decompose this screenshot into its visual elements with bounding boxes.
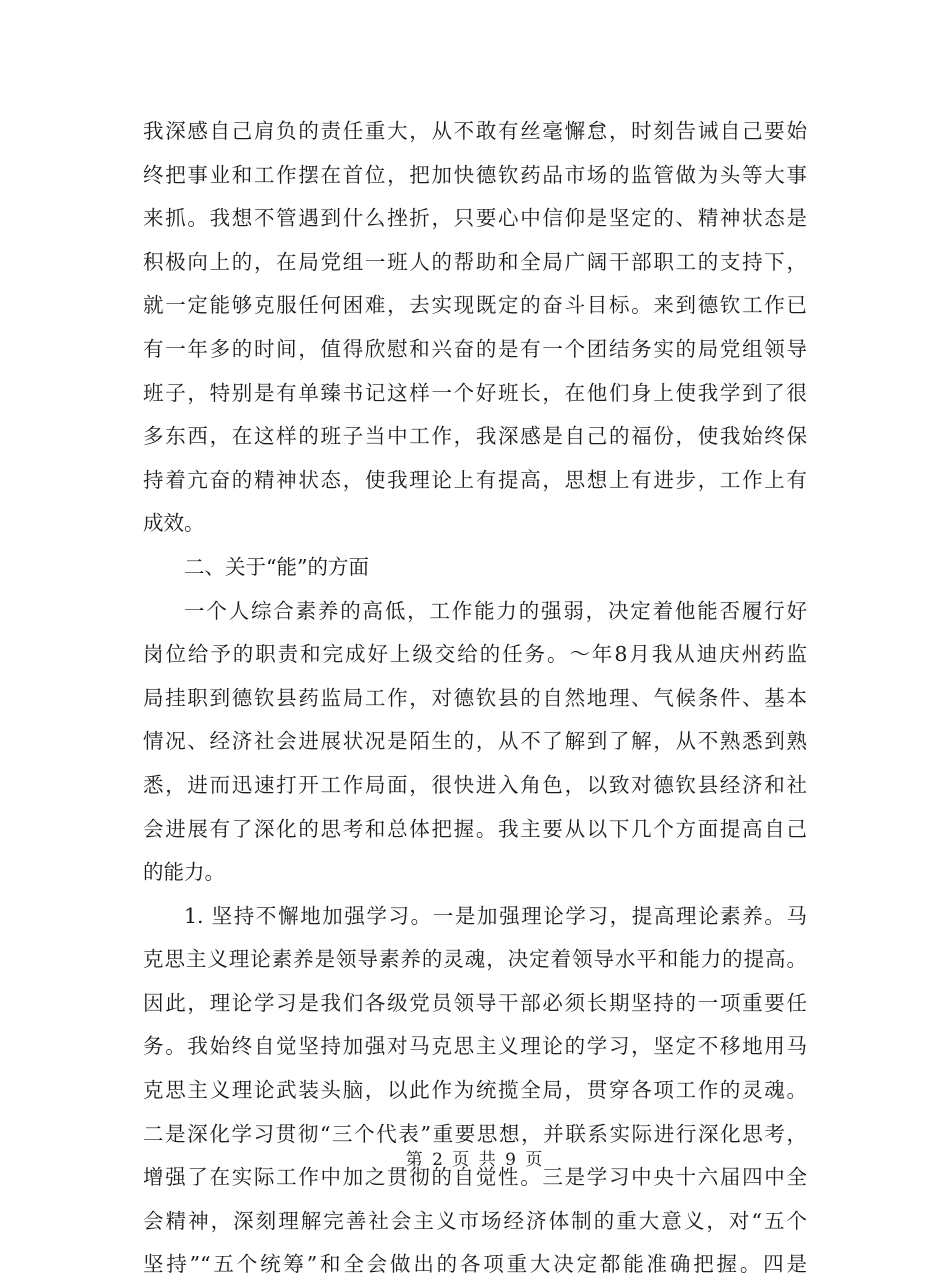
text-line: 持着亢奋的精神状态，使我理论上有提高，思想上有进步，工作上有: [143, 467, 807, 492]
text-line: 我深感自己肩负的责任重大，从不敢有丝毫懈怠，时刻告诫自己要始: [143, 119, 807, 143]
text-line: 因此，理论学习是我们各级党员领导干部必须长期坚持的一项重要任: [143, 990, 807, 1015]
text-line: 情况、经济社会进展状况是陌生的，从不了解到了解，从不熟悉到熟: [143, 729, 807, 754]
page-footer: 第 2 页 共 9 页: [405, 1150, 545, 1170]
text-line: 班子，特别是有单臻书记这样一个好班长，在他们身上使我学到了很: [143, 380, 807, 405]
text-line: 悉，进而迅速打开工作局面，很快进入角色，以致对德钦县经济和社: [143, 772, 807, 797]
text-line: 有一年多的时间，值得欣慰和兴奋的是有一个团结务实的局党组领导: [143, 336, 807, 361]
text-line: 就一定能够克服任何困难，去实现既定的奋斗目标。来到德钦工作已: [143, 293, 807, 318]
text-line: 克思主义理论素养是领导素养的灵魂，决定着领导水平和能力的提高。: [143, 947, 807, 972]
text-line: 多东西，在这样的班子当中工作，我深感是自己的福份，使我始终保: [143, 424, 807, 449]
text-line: 岗位给予的职责和完成好上级交给的任务。～年8月我从迪庆州药监: [143, 642, 807, 667]
text-line: 增强了在实际工作中加之贯彻的自觉性。三是学习中央十六届四中全: [143, 1165, 807, 1190]
text-line: 的能力。: [143, 860, 225, 885]
body-text: [143, 110, 807, 1287]
text-line: 局挂职到德钦县药监局工作，对德钦县的自然地理、气候条件、基本: [143, 685, 807, 710]
text-line: 坚持”“五个统筹”和全会做出的各项重大决定都能准确把握。四是: [143, 1252, 807, 1277]
section-heading: 二、关于“能”的方面: [184, 554, 369, 579]
text-line: 来抓。我想不管遇到什么挫折，只要心中信仰是坚定的、精神状态是: [143, 206, 807, 231]
text-line: 会进展有了深化的思考和总体把握。我主要从以下几个方面提高自己: [143, 816, 807, 841]
text-line: 会精神，深刻理解完善社会主义市场经济体制的重大意义，对“五个: [143, 1208, 807, 1233]
text-line: 一个人综合素养的高低，工作能力的强弱，决定着他能否履行好: [184, 598, 807, 623]
text-line: 1. 坚持不懈地加强学习。一是加强理论学习，提高理论素养。马: [184, 903, 807, 928]
text-line: 二是深化学习贯彻“三个代表”重要思想，并联系实际进行深化思考，: [143, 1121, 807, 1146]
text-line: 成效。: [143, 511, 205, 536]
text-line: 终把事业和工作摆在首位，把加快德钦药品市场的监管做为头等大事: [143, 162, 807, 187]
text-line: 务。我始终自觉坚持加强对马克思主义理论的学习，坚定不移地用马: [143, 1034, 807, 1059]
text-line: 积极向上的，在局党组一班人的帮助和全局广阔干部职工的支持下，: [143, 249, 807, 274]
text-line: 克思主义理论武装头脑，以此作为统揽全局，贯穿各项工作的灵魂。: [143, 1078, 807, 1103]
